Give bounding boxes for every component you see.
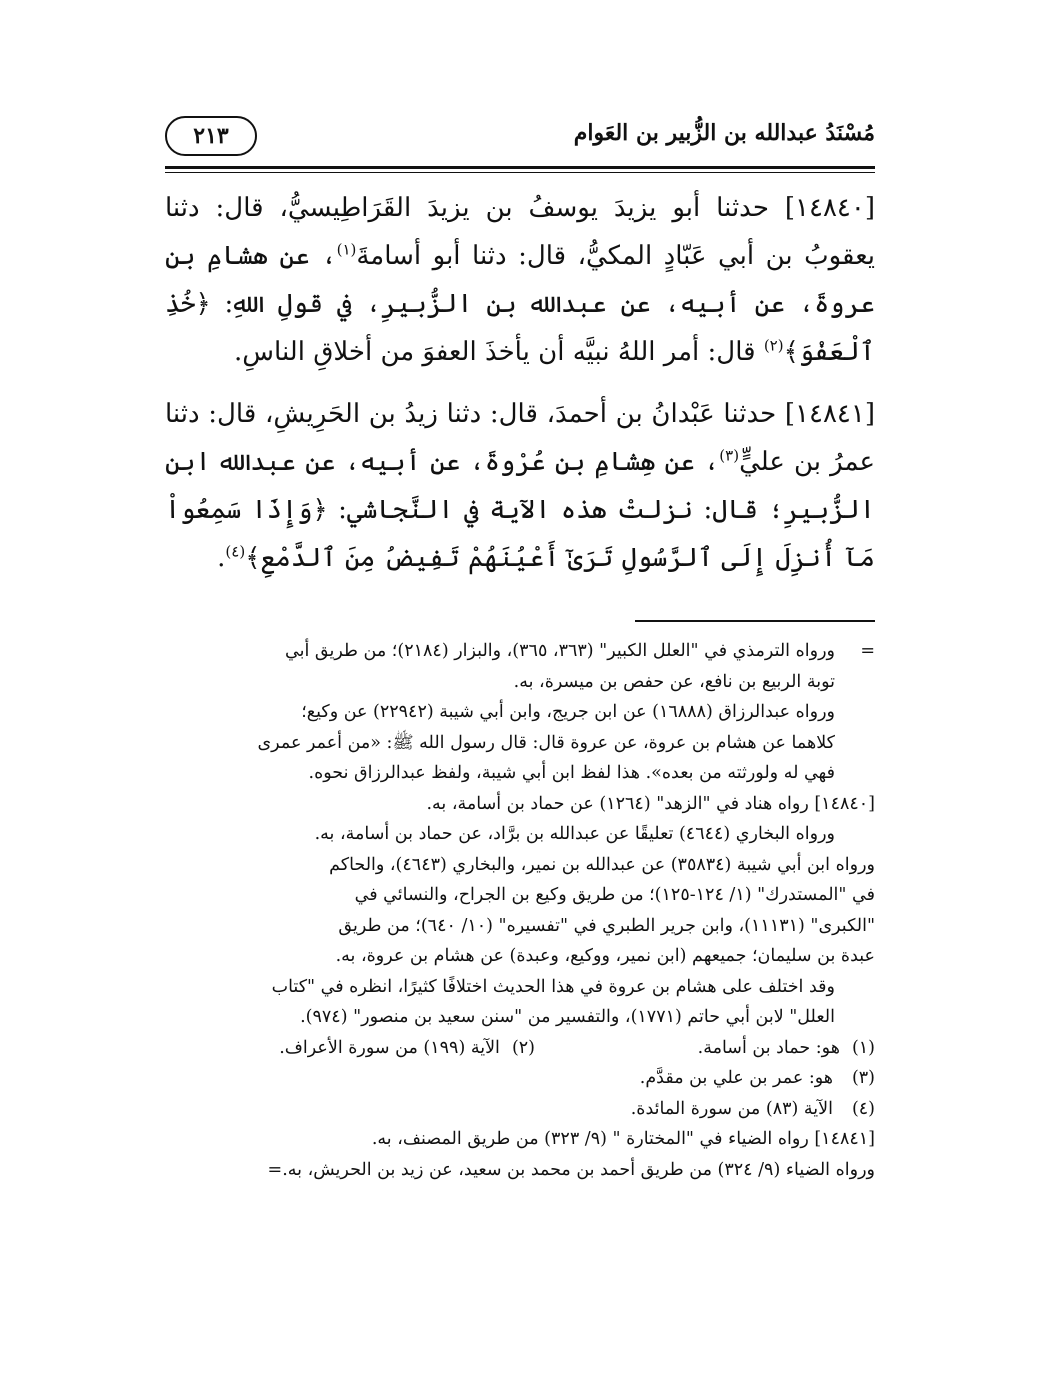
- footnote-text: الآية (٨٣) من سورة المائدة.: [630, 1098, 833, 1119]
- hadith-line: ، عن هشامِ بن: [165, 241, 337, 271]
- footnote-line: ورواه ابن أبي شيبة (٣٥٨٣٤) عن عبدالله بن نمير، والبخاري (٤٦٤٣)، والحاكم: [329, 854, 875, 875]
- hadith-14841: [165, 390, 875, 582]
- hadith-line: يعقوبُ بن أبي عَبّادٍ المكيُّ، قال: دثنا أبو أسامةَ: [356, 241, 875, 271]
- footnote-line: العلل" لابن أبي حاتم (١٧٧١)، والتفسير من "سنن سعيد بن منصور" (٩٧٤).: [300, 1007, 835, 1027]
- hadith-line: عروةَ، عن أبيه، عن عبدالله بن الزُّبيرِ، في قولِ اللهِ: ﴿خُذِ ٱلْعَفْوَ﴾: [165, 289, 875, 367]
- footnote-line: توبة الربيع بن نافع، عن حفص بن ميسرة، به.: [513, 671, 835, 692]
- footnote-line: = ورواه الترمذي في "العلل الكبير" (٣٦٣، ٣٦٥)، والبزار (٢١٨٤)؛ من طريق أبي: [165, 636, 875, 667]
- footnote-text: هو: حماد بن أسامة.: [697, 1037, 840, 1058]
- footnote-line: ورواه البخاري (٤٦٤٤) تعليقًا عن عبدالله بن برَّاد، عن حماد بن أسامة، به.: [314, 824, 835, 844]
- hadith-line: [١٤٨٤١] حدثنا عَبْدانُ بن أحمدَ، قال: دثنا زيدُ بن الحَرِيشِ،: [265, 399, 875, 429]
- hadith-line: ٱلرَّسُولِ تَرَىٰٓ أَعْيُنَهُمْ تَفِيضُ مِنَ ٱلدَّمْعِ﴾: [245, 543, 714, 573]
- footnote-separator: [635, 620, 875, 622]
- footnote-label: (٤): [851, 1098, 875, 1119]
- footnote-line: [١٤٨٤١] رواه الضياء في "المختارة " (٩/ ٣٢٣) من طريق المصنف، به.: [371, 1129, 875, 1149]
- footnotes-section: [165, 636, 875, 1185]
- hadith-line: .: [217, 543, 226, 573]
- header-rule-thin: [165, 172, 875, 173]
- footnote-ref[interactable]: (١): [336, 240, 357, 259]
- footnote-ref[interactable]: (٢): [763, 336, 784, 355]
- footnote-label: (٣): [851, 1068, 875, 1088]
- hadith-line: ابن الزُّبيرِ؛ قال: نزلتْ هذه الآية في النَّجاشي: ﴿وَإِذَا سَمِعُواْ مَآ أُنزِلَ إِلَى: [165, 447, 875, 573]
- hadith-14840: [165, 184, 875, 376]
- hadith-line: قال: أمر اللهُ نبيَّه أن يأخذَ العفوَ من أخلاقِ الناسِ.: [234, 337, 756, 367]
- page-header: [165, 112, 875, 172]
- footnote-label: (٢): [511, 1037, 535, 1058]
- footnote-line: "الكبرى" (١١١٣١)، وابن جرير الطبري في "تفسيره" (١٠/ ٦٤٠)؛ من طريق: [338, 915, 875, 936]
- footnote-ref[interactable]: (٣): [719, 446, 740, 465]
- footnote-line: كلاهما عن هشام بن عروة، عن عروة قال: قال رسول الله ﷺ: «من أعمر عمرى: [257, 732, 835, 753]
- footnote-2: [279, 1033, 535, 1064]
- footnote-line: في "المستدرك" (١/ ١٢٤-١٢٥)؛ من طريق وكيع بن الجراح، والنسائي في: [354, 885, 875, 905]
- footnote-line: ورواه عبدالرزاق (١٦٨٨٨) عن ابن جريج، وابن أبي شيبة (٢٢٩٤٢) عن وكيع؛: [301, 702, 835, 722]
- footnote-line: وقد اختلف على هشام بن عروة في هذا الحديث اختلافًا كثيرًا، انظره في "كتاب: [271, 976, 835, 997]
- footnote-text: هو: عمر بن علي بن مقدَّم.: [639, 1068, 833, 1088]
- footnotes-1-2: [165, 1033, 875, 1064]
- footnote-3: [165, 1063, 875, 1094]
- footnote-label: (١): [851, 1037, 875, 1058]
- header-rule-thick: [165, 166, 875, 169]
- hadith-line: ، عن هِشامِ بنِ عُرْوةَ، عن أبيه، عن عبدالله: [219, 447, 720, 477]
- running-title: مُسْنَدُ عبدالله بن الزُّبير بن العَوام: [573, 120, 875, 146]
- footnote-text: الآية (١٩٩) من سورة الأعراف.: [279, 1037, 500, 1058]
- main-text: [165, 184, 875, 582]
- book-page: [165, 112, 875, 1185]
- footnote-line: ورواه الضياء (٩/ ٣٢٤) من طريق أحمد بن محمد بن سعيد، عن زيد بن الحريش، به.=: [267, 1159, 875, 1180]
- footnote-line: عبدة بن سليمان؛ جميعهم (ابن نمير، ووكيع، وعبدة) عن هشام بن عروة، به.: [335, 946, 875, 966]
- hadith-line: قال: دثنا عمرُ بن عليٍّ: [165, 399, 875, 477]
- footnote-line: [١٤٨٤٠] رواه هناد في "الزهد" (١٢٦٤) عن حماد بن أسامة، به.: [426, 793, 875, 814]
- footnote-ref[interactable]: (٤): [225, 542, 246, 561]
- hadith-line: [١٤٨٤٠] حدثنا أبو يزيدَ يوسفُ بن يزيدَ القَرَاطِيسيُّ، قال: دثنا: [165, 193, 875, 223]
- page-number-badge: ٢١٣: [165, 116, 257, 156]
- footnote-4: [165, 1094, 875, 1125]
- footnote-1: [535, 1033, 875, 1064]
- footnote-line: فهي له ولورثته من بعده». هذا لفظ ابن أبي شيبة، ولفظ عبدالرزاق نحوه.: [308, 763, 835, 783]
